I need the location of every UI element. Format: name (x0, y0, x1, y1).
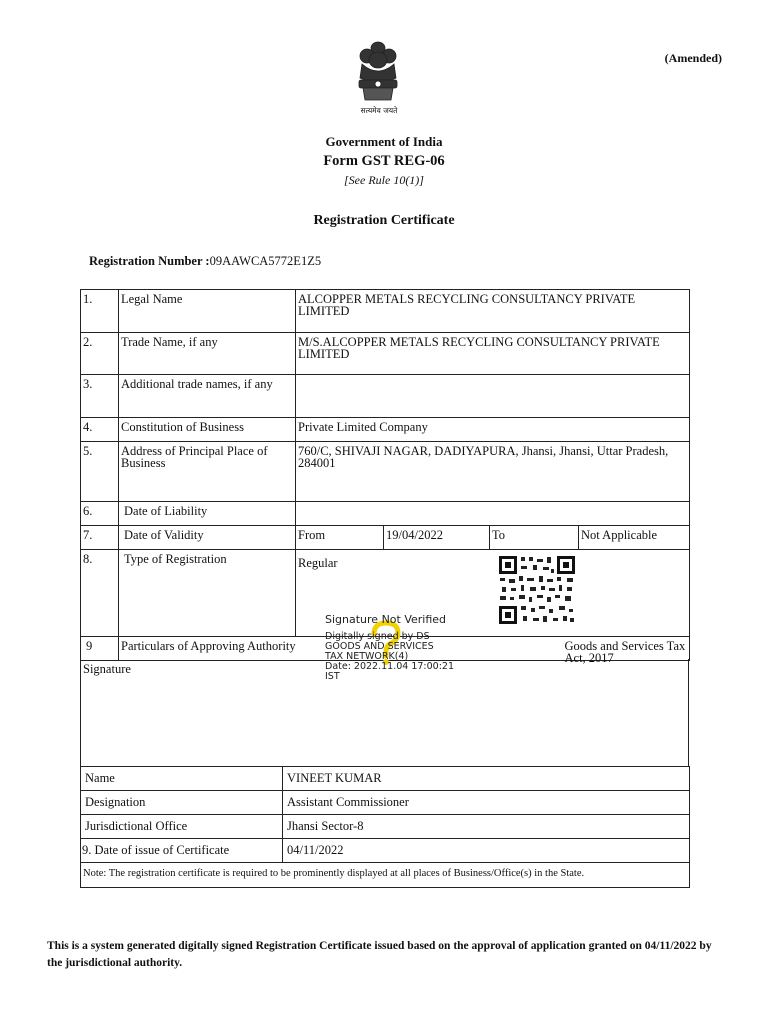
additional-trade-names-value (296, 375, 690, 418)
designation-value: Assistant Commissioner (283, 791, 690, 815)
validity-from-label: From (296, 526, 384, 550)
table-row (81, 767, 690, 791)
footer-statement: This is a system generated digitally signed Registration Certificate issued based on the approval of application granted on 04/11/2022 by the jurisdictional authority. (47, 940, 712, 969)
officer-details-table (80, 766, 690, 888)
officer-name-value: VINEET KUMAR (283, 767, 690, 791)
legal-name-label: Legal Name (119, 290, 296, 333)
table-row (81, 418, 690, 442)
row-number: 4. (81, 418, 119, 442)
registration-type-value: Regular (296, 550, 690, 637)
row-number: 2. (81, 333, 119, 375)
row-number: 1. (81, 290, 119, 333)
additional-trade-names-label: Additional trade names, if any (119, 375, 296, 418)
row-number: 9 (81, 637, 119, 661)
trade-name-value: M/S.ALCOPPER METALS RECYCLING CONSULTANCY PRIVATE LIMITED (296, 333, 690, 375)
registration-number-value: 09AAWCA5772E1Z5 (209, 254, 322, 268)
qr-code-icon (497, 554, 577, 626)
jurisdictional-office-value: Jhansi Sector-8 (283, 815, 690, 839)
signature-details: Digitally signed by DS GOODS AND SERVICES TAX NETWORK(4) Date: 2022.11.04 17:00:21 IST (325, 631, 455, 682)
certificate-title: Registration Certificate (313, 213, 455, 228)
emblem-motto: सत्यमेव जयते (360, 106, 398, 115)
constitution-label: Constitution of Business (119, 418, 296, 442)
table-row (81, 333, 690, 375)
table-row (81, 290, 690, 333)
registration-number-line (89, 254, 321, 269)
signature-status: Signature Not Verified (325, 613, 447, 626)
table-row (81, 839, 690, 863)
table-row (81, 791, 690, 815)
display-note: Note: The registration certificate is required to be prominently displayed at all places of Business/Office(s) in the State. (81, 863, 690, 888)
designation-label: Designation (81, 791, 283, 815)
officer-name-label: Name (81, 767, 283, 791)
date-of-liability-value (296, 502, 690, 526)
approving-authority-label: Particulars of Approving Authority (121, 639, 296, 653)
table-row (81, 815, 690, 839)
date-of-validity-label: Date of Validity (119, 526, 296, 550)
address-label: Address of Principal Place of Business (119, 442, 296, 502)
row-number: 5. (81, 442, 119, 502)
registration-type-label: Type of Registration (119, 550, 296, 637)
row-number: 7. (81, 526, 119, 550)
trade-name-label: Trade Name, if any (119, 333, 296, 375)
table-row (81, 526, 690, 550)
constitution-value: Private Limited Company (296, 418, 690, 442)
validity-to-label: To (490, 526, 579, 550)
validity-to-value: Not Applicable (579, 526, 690, 550)
date-of-liability-label: Date of Liability (119, 502, 296, 526)
row-number: 8. (81, 550, 119, 637)
issue-date-value: 04/11/2022 (283, 839, 690, 863)
legal-name-value: ALCOPPER METALS RECYCLING CONSULTANCY PRIVATE LIMITED (296, 290, 690, 333)
row-number: 6. (81, 502, 119, 526)
government-heading: Government of India (325, 134, 443, 149)
table-row (81, 502, 690, 526)
form-title: Form GST REG-06 (323, 153, 445, 169)
certificate-details-table (80, 289, 690, 665)
jurisdictional-office-label: Jurisdictional Office (81, 815, 283, 839)
amended-label: (Amended) (664, 51, 722, 65)
issue-date-label: 9. Date of issue of Certificate (81, 839, 283, 863)
validity-from-value: 19/04/2022 (384, 526, 490, 550)
rule-reference: [See Rule 10(1)] (344, 173, 424, 187)
address-value: 760/C, SHIVAJI NAGAR, DADIYAPURA, Jhansi, Jhansi, Uttar Pradesh, 284001 (296, 442, 690, 502)
table-row (81, 375, 690, 418)
registration-number-label: Registration Number : (89, 254, 210, 268)
table-row (81, 863, 690, 888)
approving-authority-value: Goods and Services Tax Act, 2017 (564, 639, 686, 665)
row-number: 3. (81, 375, 119, 418)
signature-label: Signature (83, 662, 131, 676)
table-row (81, 442, 690, 502)
